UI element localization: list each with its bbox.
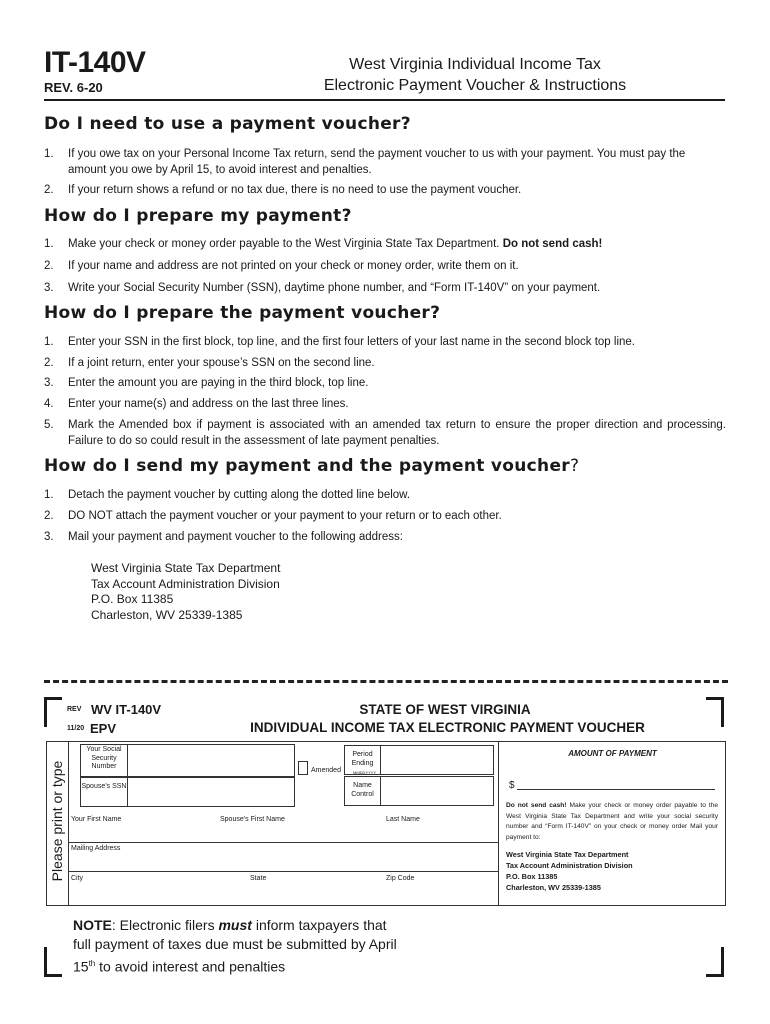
spouse-first-name-label: Spouse’s First Name — [220, 816, 285, 823]
corner-mark — [44, 697, 62, 727]
note-superscript: th — [88, 959, 96, 968]
note-text: : Electronic filers — [111, 917, 219, 933]
list-item — [44, 146, 726, 178]
divider — [127, 777, 128, 807]
amount-note-text: Make your check or money order payable to the West Virginia State Tax Department and write your social security number and “Form IT-140V” on your check or money order Mail your payment to: — [506, 802, 718, 841]
section-heading: Do I need to use a payment voucher? — [44, 114, 411, 134]
list-item — [44, 529, 726, 545]
item-number: 5. — [44, 419, 54, 431]
mailing-address-label: Mailing Address — [71, 845, 121, 852]
note-text: inform taxpayers that full payment of taxes due must be submitted by April 15 — [73, 917, 397, 975]
address-line: Charleston, WV 25339-1385 — [91, 607, 243, 622]
zip-label: Zip Code — [386, 875, 415, 882]
amount-note — [506, 801, 718, 843]
item-number: 1. — [44, 148, 54, 160]
first-name-label: Your First Name — [71, 816, 122, 823]
list-item — [44, 182, 726, 198]
period-ending-label: Period Ending — [351, 751, 374, 767]
item-text: Enter the amount you are paying in the third block, top line. — [68, 377, 369, 389]
list-item — [44, 396, 726, 412]
state-label: State — [250, 875, 267, 882]
section-heading: How do I prepare my payment? — [44, 206, 352, 226]
voucher-mailing-address — [506, 849, 633, 893]
form-revision: REV. 6-20 — [44, 80, 103, 95]
voucher-form-id: WV IT-140V — [91, 702, 162, 717]
address-line: West Virginia State Tax Department — [91, 561, 281, 575]
note-label: NOTE — [73, 917, 112, 933]
list-item — [44, 258, 726, 274]
item-number: 2. — [44, 357, 54, 369]
list-item — [44, 417, 726, 449]
voucher-rev-label: REV — [67, 706, 82, 713]
item-number: 1. — [44, 238, 54, 250]
voucher-subtitle: INDIVIDUAL INCOME TAX ELECTRONIC PAYMENT VOUCHER — [250, 720, 645, 735]
spouse-ssn-label: Spouse’s SSN — [81, 783, 127, 790]
address-line: P.O. Box 11385 — [91, 592, 174, 606]
item-text: Detach the payment voucher by cutting along the dotted line below. — [68, 489, 411, 501]
list-item — [44, 236, 726, 252]
form-id: IT-140V — [44, 46, 146, 79]
item-number: 2. — [44, 510, 54, 522]
item-text: If your name and address are not printed on your check or money order, write them on it. — [68, 260, 519, 272]
item-text: DO NOT attach the payment voucher or your payment to your return or to each other. — [68, 510, 502, 522]
item-text: Mark the Amended box if payment is associated with an amended tax return to ensure the proper direction and processing. Failure to do so could result in the assessment of late payment penalties. — [68, 419, 726, 447]
address-line-field[interactable] — [68, 871, 498, 872]
amount-currency: $ — [509, 780, 515, 791]
section-heading-text: How do I send my payment and the payment voucher — [44, 456, 570, 476]
note-emphasis: must — [218, 917, 252, 933]
item-text: If you owe tax on your Personal Income Tax return, send the payment voucher to us with your payment. You must pay the amount you owe by April 15, to avoid interest and penalties. — [68, 148, 686, 176]
item-text: Write your Social Security Number (SSN), daytime phone number, and “Form IT-140V” on your payment. — [68, 282, 601, 294]
voucher-form-sub: EPV — [90, 721, 117, 736]
last-name-label: Last Name — [386, 816, 420, 823]
list-item — [44, 508, 726, 524]
form-title — [265, 54, 685, 96]
amended-label: Amended — [311, 767, 341, 774]
item-number: 3. — [44, 531, 54, 543]
item-number: 2. — [44, 260, 54, 272]
name-control-label: Name Control — [351, 782, 374, 798]
item-text: If your return shows a refund or no tax due, there is no need to use the payment voucher. — [68, 184, 522, 196]
item-text: If a joint return, enter your spouse’s SSN on the second line. — [68, 357, 375, 369]
address-line: P.O. Box 11385 — [506, 872, 558, 881]
item-number: 2. — [44, 184, 54, 196]
item-number: 1. — [44, 336, 54, 348]
amended-checkbox[interactable] — [298, 761, 308, 775]
form-title-line2: Electronic Payment Voucher & Instructions — [323, 77, 627, 94]
item-text: Enter your name(s) and address on the last three lines. — [68, 398, 349, 410]
address-line: Tax Account Administration Division — [91, 576, 280, 591]
amount-note-warning: Do not send cash! — [506, 802, 567, 809]
item-number: 4. — [44, 398, 54, 410]
item-emphasis: Do not send cash! — [502, 238, 603, 250]
list-item — [44, 375, 726, 391]
address-line: West Virginia State Tax Department — [506, 850, 629, 859]
section-heading — [44, 456, 579, 476]
list-item — [44, 355, 726, 371]
amount-input[interactable] — [517, 789, 715, 790]
cut-line — [44, 680, 728, 683]
mailing-address — [91, 561, 280, 623]
address-line: Tax Account Administration Division — [506, 861, 633, 870]
item-text: Enter your SSN in the first block, top line, and the first four letters of your last name in the second block top line. — [68, 336, 635, 348]
amount-title: AMOUNT OF PAYMENT — [568, 749, 657, 758]
name-line[interactable] — [68, 842, 498, 843]
ssn-label: Your Social Security Number — [86, 746, 122, 770]
corner-mark — [706, 947, 724, 977]
item-number: 3. — [44, 377, 54, 389]
list-item — [44, 280, 726, 296]
divider — [68, 741, 69, 906]
item-number: 3. — [44, 282, 54, 294]
corner-mark — [44, 947, 62, 977]
print-or-type-label: Please print or type — [49, 760, 65, 882]
voucher-title: STATE OF WEST VIRGINIA — [359, 702, 531, 717]
note-text: to avoid interest and penalties — [95, 958, 286, 975]
section-heading-suffix: ? — [569, 456, 580, 476]
address-line: Charleston, WV 25339-1385 — [506, 883, 601, 892]
item-text: Make your check or money order payable to the West Virginia State Tax Department. — [68, 238, 500, 250]
item-number: 1. — [44, 489, 54, 501]
header-divider — [44, 99, 725, 101]
spouse-ssn-field[interactable] — [80, 777, 295, 807]
divider — [380, 745, 381, 775]
divider — [498, 741, 499, 906]
filer-note — [73, 916, 403, 977]
corner-mark — [706, 697, 724, 727]
voucher-rev-date: 11/20 — [67, 725, 85, 732]
section-heading: How do I prepare the payment voucher? — [44, 303, 441, 323]
item-text: Mail your payment and payment voucher to the following address: — [68, 531, 403, 543]
period-format-label: MMDDYYYY — [353, 770, 377, 775]
city-label: City — [71, 875, 84, 882]
divider — [380, 776, 381, 806]
form-title-line1: West Virginia Individual Income Tax — [349, 56, 601, 73]
list-item — [44, 487, 726, 503]
list-item — [44, 334, 726, 350]
